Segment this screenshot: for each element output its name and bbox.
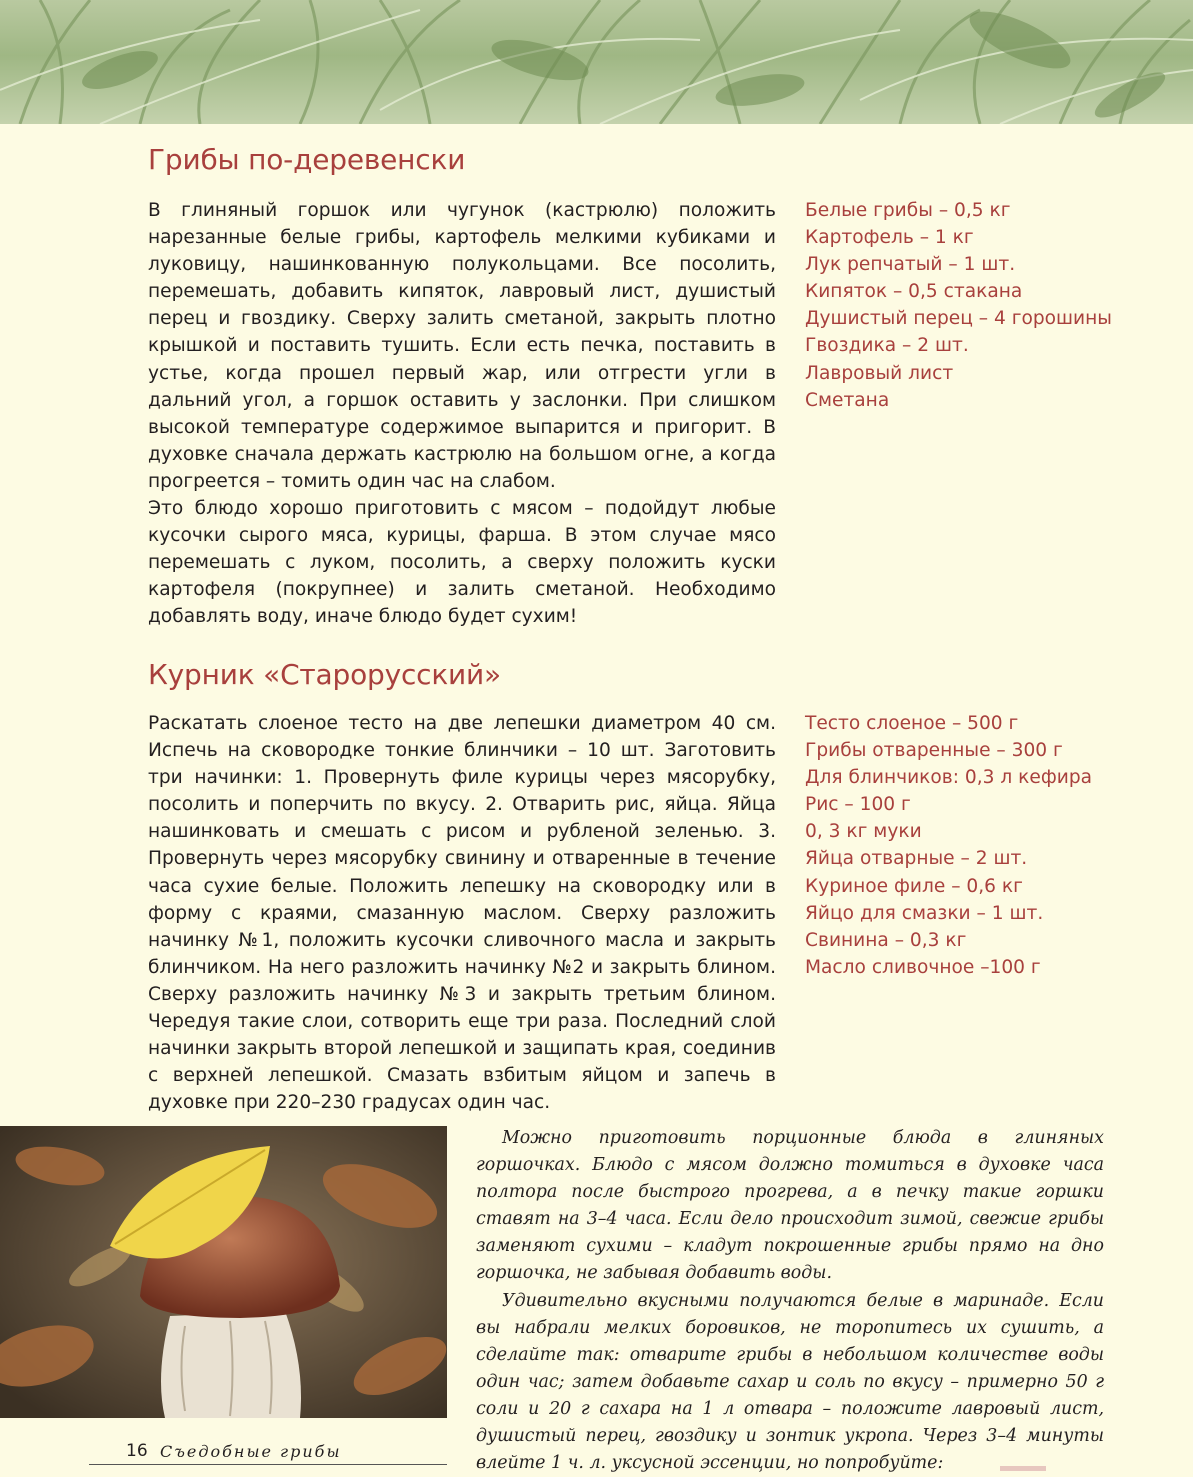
page-number: 16 bbox=[126, 1441, 148, 1461]
ingredient-item: Грибы отваренные – 300 г bbox=[805, 740, 1063, 762]
ingredient-item: Лук репчатый – 1 шт. bbox=[805, 254, 1016, 276]
ingredients-list-kurnik bbox=[805, 710, 1092, 981]
recipe-title-derevenski: Грибы по-деревенски bbox=[148, 143, 466, 176]
ingredient-item: Для блинчиков: 0,3 л кефира bbox=[805, 767, 1093, 789]
recipe-text-kurnik bbox=[148, 710, 776, 1116]
footer-divider bbox=[89, 1464, 447, 1465]
recipe-paragraph: Это блюдо хорошо приготовить с мясом – подойдут любые кусочки сырого мяса, курицы, фарша. В этом случае мясо перемешать с луком, посолить, а сверху положить куски картофеля (покрупнее) и залить сметаной. Необходимо добавлять воду, иначе блюдо будет сухим! bbox=[148, 498, 776, 628]
ingredient-item: Душистый перец – 4 горошины bbox=[805, 308, 1112, 330]
note-paragraph: Удивительно вкусными получаются белые в маринаде. Если вы набрали мелких боровиков, не торопитесь их сушить, а сделайте так: отварите грибы в небольшом количестве воды один час; затем добавьте сахар и соль по вкусу – примерно 50 г соли и 20 г сахара на 1 л отвара – положите лавровый лист, душистый перец, гвоздику и зонтик укропа. Через 3–4 минуты влейте 1 ч. л. уксусной эссенции, но попробуйте: bbox=[476, 1290, 1104, 1474]
mushroom-illustration bbox=[0, 1126, 447, 1418]
ingredient-item: Тесто слоеное – 500 г bbox=[805, 713, 1019, 734]
ingredient-item: Лавровый лист bbox=[805, 362, 954, 384]
ingredient-item: 0, 3 кг муки bbox=[805, 821, 922, 843]
note-paragraph: Можно приготовить порционные блюда в глиняных горшочках. Блюдо с мясом должно томиться в духовке часа полтора после быстрого прогрева, а в печку такие горшки ставят на 3–4 часа. Если дело происходит зимой, свежие грибы заменяют сухими – кладут покрошенные грибы прямо на дно горшочка, не забывая добавить воды. bbox=[476, 1128, 1104, 1284]
recipe-paragraph: Раскатать слоеное тесто на две лепешки диаметром 40 см. Испечь на сковородке тонкие блинчики – 10 шт. Заготовить три начинки: 1. Провернуть филе курицы через мясорубку, посолить и поперчить по вкусу. 2. Отварить рис, яйца. Яйца нашинковать и смешать с рисом и рубленой зеленью. 3. Провернуть через мясорубку свинину и отваренные в течение часа сухие белые. Положить лепешку на сковородку или в форму с краями, смазанную маслом. Сверху разложить начинку №1, положить кусочки сливочного масла и закрыть блинчиком. На него разложить начинку №2 и закрыть блином. Сверху разложить начинку №3 и закрыть третьим блином. Чередуя такие слои, сотворить еще три раза. Последний слой начинки закрыть второй лепешкой и защипать края, соединив с верхней лепешкой. Смазать взбитым яйцом и запечь в духовке при 220–230 градусах один час. bbox=[148, 713, 776, 1114]
ingredients-list-derevenski bbox=[805, 197, 1112, 414]
ingredient-item: Яйцо для смазки – 1 шт. bbox=[805, 902, 1044, 924]
ingredient-item: Сметана bbox=[805, 389, 890, 411]
recipe-text-derevenski bbox=[148, 197, 776, 631]
corner-mark bbox=[1000, 1466, 1046, 1471]
ingredient-item: Гвоздика – 2 шт. bbox=[805, 335, 969, 357]
ingredient-item: Свинина – 0,3 кг bbox=[805, 929, 967, 951]
grass-illustration bbox=[0, 0, 1193, 124]
ingredient-item: Рис – 100 г bbox=[805, 794, 911, 816]
ingredient-item: Белые грибы – 0,5 кг bbox=[805, 200, 1011, 221]
ingredient-item: Масло сливочное –100 г bbox=[805, 956, 1041, 978]
cooking-note bbox=[476, 1125, 1104, 1477]
ingredient-item: Куриное филе – 0,6 кг bbox=[805, 875, 1023, 897]
running-head: Съедобные грибы bbox=[160, 1442, 342, 1461]
ingredient-item: Картофель – 1 кг bbox=[805, 227, 974, 249]
grass-banner-image bbox=[0, 0, 1193, 124]
recipe-title-kurnik: Курник «Старорусский» bbox=[148, 658, 501, 691]
ingredient-item: Яйца отварные – 2 шт. bbox=[805, 848, 1028, 870]
ingredient-item: Кипяток – 0,5 стакана bbox=[805, 281, 1023, 303]
recipe-paragraph: В глиняный горшок или чугунок (кастрюлю) положить нарезанные белые грибы, картофель мелкими кубиками и луковицу, нашинкованную полукольцами. Все посолить, перемешать, добавить кипяток, лавровый лист, душистый перец и гвоздику. Сверху залить сметаной, закрыть плотно крышкой и поставить тушить. Если есть печка, поставить в устье, когда прошел первый жар, или отгрести угли в дальний угол, а горшок оставить у заслонки. При слишком высокой температуре содержимое выпарится и пригорит. В духовке сначала держать кастрюлю на большом огне, а когда прогреется – томить один час на слабом. bbox=[148, 200, 776, 492]
porcini-mushroom-photo bbox=[0, 1126, 447, 1418]
